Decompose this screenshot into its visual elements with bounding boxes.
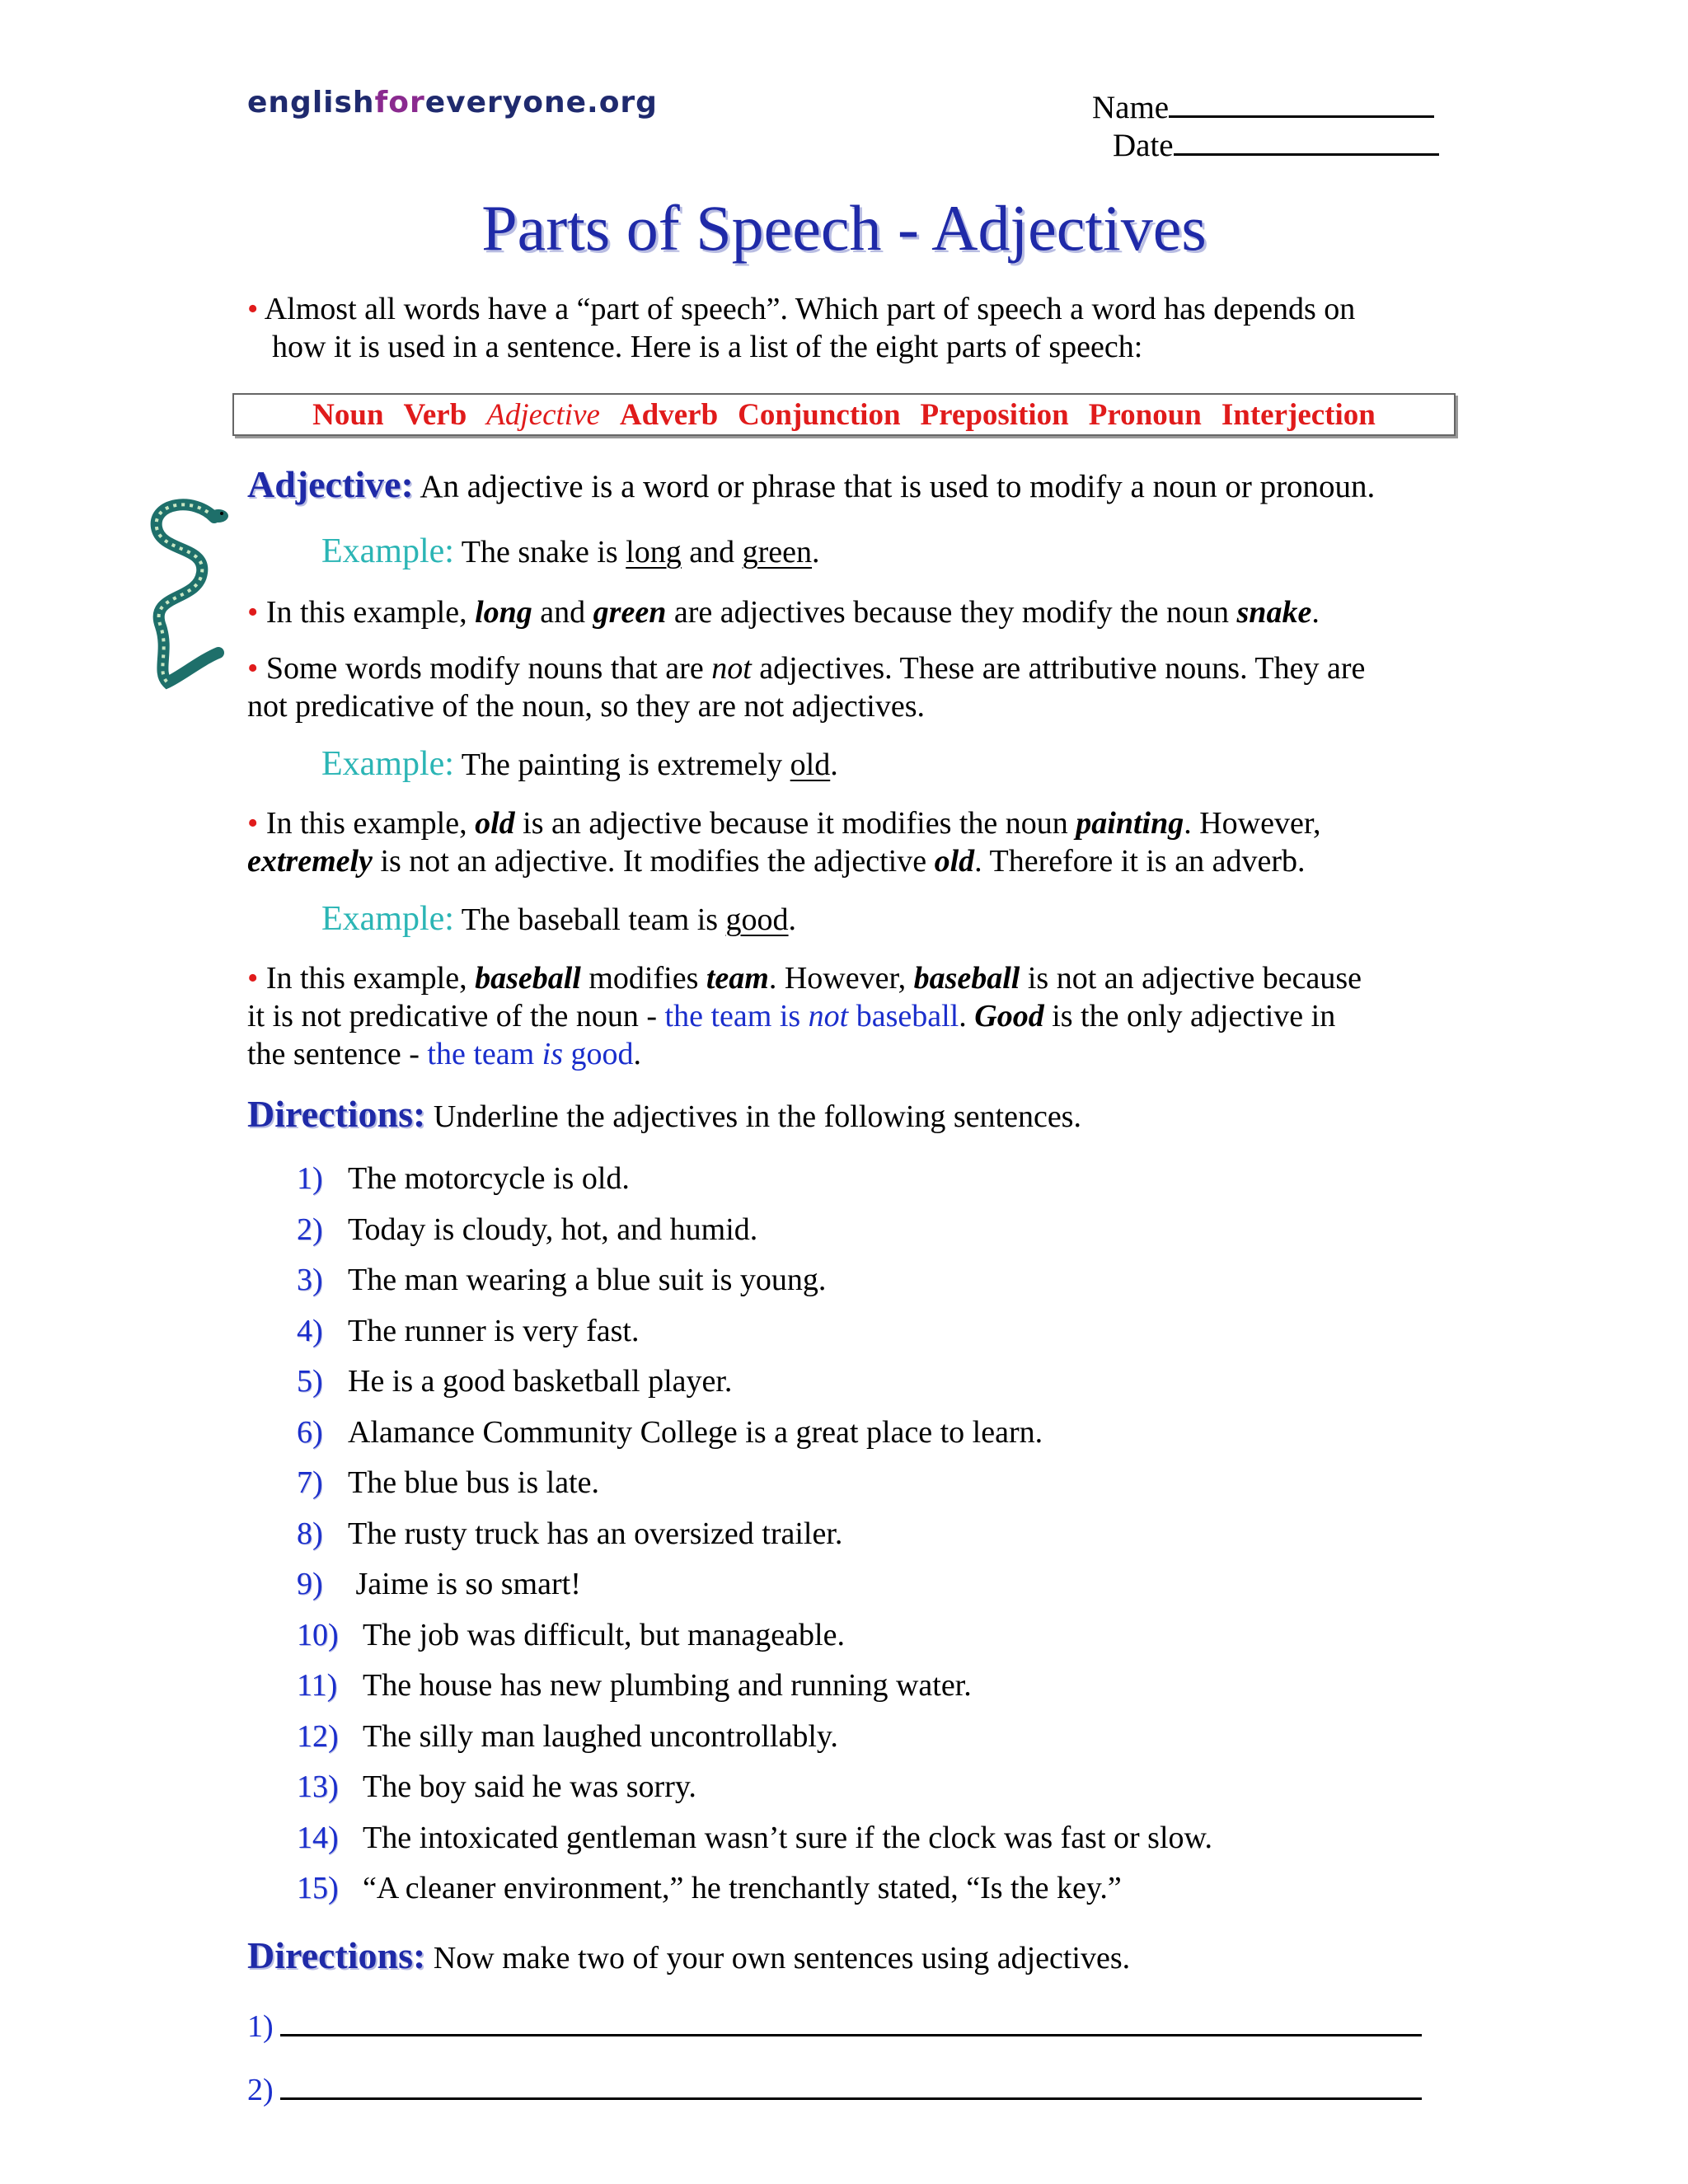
- example-text: .: [812, 535, 820, 569]
- pos-adjective: Adjective: [486, 398, 600, 432]
- text: .: [959, 999, 975, 1033]
- emphasis: snake: [1236, 595, 1312, 630]
- question-item[interactable]: [297, 1363, 732, 1399]
- date-field[interactable]: [1113, 124, 1439, 164]
- text: are adjectives because they modify the noun: [666, 595, 1237, 630]
- question-item[interactable]: [297, 1667, 972, 1704]
- text: . However,: [768, 961, 914, 996]
- underlined-word: old: [790, 748, 831, 782]
- question-number: 3): [297, 1263, 323, 1297]
- question-number: 1): [297, 1161, 323, 1196]
- question-text[interactable]: The boy said he was sorry.: [363, 1769, 696, 1804]
- blue-text: good: [563, 1037, 634, 1071]
- underlined-word: long: [626, 535, 682, 569]
- underlined-word: good: [725, 902, 789, 937]
- text: not predicative of the noun, so they are not adjectives.: [247, 689, 926, 724]
- text: modifies: [580, 961, 706, 996]
- emphasis: baseball: [475, 961, 581, 996]
- question-text[interactable]: Today is cloudy, hot, and humid.: [348, 1212, 758, 1247]
- question-number: 6): [297, 1415, 323, 1450]
- text: Some words modify nouns that are: [258, 651, 712, 686]
- site-logo: [247, 86, 658, 120]
- question-item[interactable]: [297, 1212, 757, 1248]
- explanation-1: [247, 593, 1451, 631]
- question-text[interactable]: The job was difficult, but manageable.: [363, 1618, 845, 1652]
- question-item[interactable]: [297, 1820, 1212, 1856]
- blue-text: the team: [427, 1037, 542, 1071]
- question-item[interactable]: [297, 1160, 630, 1197]
- emphasis: extremely: [247, 844, 373, 879]
- question-text[interactable]: The rusty truck has an oversized trailer.: [348, 1516, 843, 1551]
- question-text[interactable]: The blue bus is late.: [348, 1465, 599, 1500]
- text: is not an adjective because: [1020, 961, 1362, 996]
- site-logo-post: everyone.org: [424, 86, 658, 120]
- blue-emphasis: is: [542, 1037, 564, 1071]
- blue-emphasis: not: [808, 999, 849, 1033]
- site-logo-pre: english: [247, 86, 375, 120]
- bullet-icon: •: [247, 806, 259, 841]
- answer-blank[interactable]: [280, 2064, 1422, 2100]
- emphasis: Good: [974, 999, 1044, 1033]
- text: is an adjective because it modifies the noun: [514, 806, 1076, 841]
- example-text: .: [830, 748, 838, 782]
- question-item[interactable]: [297, 1617, 845, 1653]
- name-label: Name: [1092, 90, 1170, 125]
- text: . Therefore it is an adverb.: [974, 844, 1306, 879]
- question-number: 2): [297, 1212, 323, 1247]
- text: In this example,: [258, 961, 476, 996]
- text: it is not predicative of the noun -: [247, 999, 665, 1033]
- question-number: 14): [297, 1821, 339, 1855]
- example-text: and: [681, 535, 743, 569]
- question-item[interactable]: [297, 1769, 696, 1805]
- directions-label: Directions:: [247, 1934, 426, 1976]
- name-field[interactable]: [1092, 86, 1434, 126]
- question-item[interactable]: [297, 1465, 599, 1501]
- answer-line-2[interactable]: [247, 2064, 1451, 2109]
- underlined-word: green: [742, 535, 813, 569]
- blue-text: baseball: [848, 999, 959, 1033]
- question-number: 10): [297, 1618, 339, 1652]
- parts-of-speech-box: [232, 393, 1456, 436]
- text: is not an adjective. It modifies the adjective: [372, 844, 935, 879]
- emphasis: team: [706, 961, 769, 996]
- answer-blank[interactable]: [280, 2001, 1422, 2036]
- question-text[interactable]: The runner is very fast.: [348, 1314, 640, 1348]
- directions-underline: [247, 1095, 1451, 1136]
- intro-line-1: Almost all words have a “part of speech”. Which part of speech a word has depends on: [264, 292, 1356, 326]
- question-number: 12): [297, 1719, 339, 1754]
- pos-pronoun: Pronoun: [1088, 398, 1202, 432]
- pos-verb: Verb: [403, 398, 467, 432]
- question-number: 15): [297, 1871, 339, 1905]
- question-text[interactable]: He is a good basketball player.: [348, 1364, 733, 1399]
- emphasis: baseball: [913, 961, 1020, 996]
- site-logo-mid: for: [374, 86, 425, 120]
- text: the sentence -: [247, 1037, 428, 1071]
- example-3: [321, 900, 1525, 939]
- pos-preposition: Preposition: [920, 398, 1069, 432]
- emphasis: long: [475, 595, 532, 630]
- directions-text: Underline the adjectives in the following sentences.: [425, 1099, 1081, 1134]
- text: In this example,: [258, 595, 476, 630]
- answer-number: 1): [247, 2009, 274, 2044]
- example-1: [321, 532, 1525, 571]
- question-text[interactable]: The intoxicated gentleman wasn’t sure if the clock was fast or slow.: [363, 1821, 1212, 1855]
- answer-number: 2): [247, 2073, 274, 2107]
- example-text: The snake is: [453, 535, 626, 569]
- text: and: [532, 595, 593, 630]
- date-label: Date: [1113, 128, 1174, 163]
- emphasis: painting: [1076, 806, 1184, 841]
- question-text[interactable]: The house has new plumbing and running water.: [363, 1668, 972, 1703]
- example-text: The baseball team is: [453, 902, 726, 937]
- example-label: Example:: [321, 532, 454, 570]
- name-blank[interactable]: [1169, 86, 1434, 118]
- question-number: 11): [297, 1668, 338, 1703]
- question-text[interactable]: “A cleaner environment,” he trenchantly stated, “Is the key.”: [363, 1871, 1122, 1905]
- text: is the only adjective in: [1043, 999, 1336, 1033]
- bullet-icon: •: [247, 651, 259, 686]
- example-2: [321, 745, 1525, 784]
- answer-line-1[interactable]: [247, 2001, 1451, 2046]
- question-item[interactable]: [297, 1870, 1122, 1906]
- emphasis: not: [711, 651, 752, 686]
- blue-text: the team is: [664, 999, 809, 1033]
- adjective-definition: [247, 463, 1451, 506]
- page-title: Parts of Speech - Adjectives: [481, 192, 1207, 264]
- example-text: The painting is extremely: [453, 748, 790, 782]
- intro-paragraph: [247, 290, 1451, 366]
- directions-text: Now make two of your own sentences using adjectives.: [425, 1941, 1131, 1975]
- intro-line-2: how it is used in a sentence. Here is a list of the eight parts of speech:: [272, 330, 1143, 364]
- text: In this example,: [258, 806, 476, 841]
- question-text[interactable]: Alamance Community College is a great place to learn.: [348, 1415, 1043, 1450]
- question-number: 4): [297, 1314, 323, 1348]
- question-number: 9): [297, 1567, 323, 1601]
- explanation-4: [247, 959, 1451, 1073]
- text: adjectives. These are attributive nouns. They are: [751, 651, 1366, 686]
- question-text[interactable]: The silly man laughed uncontrollably.: [363, 1719, 838, 1754]
- pos-interjection: Interjection: [1221, 398, 1376, 432]
- question-number: 13): [297, 1769, 339, 1804]
- pos-adverb: Adverb: [619, 398, 719, 432]
- snake-illustration: [136, 494, 235, 692]
- directions-write: [247, 1934, 1451, 1977]
- question-item[interactable]: [297, 1516, 842, 1552]
- question-item[interactable]: [297, 1313, 640, 1349]
- definition-text: An adjective is a word or phrase that is used to modify a noun or pronoun.: [413, 469, 1376, 504]
- text: . However,: [1184, 806, 1321, 841]
- question-item[interactable]: [297, 1718, 838, 1755]
- question-text[interactable]: Jaime is so smart!: [348, 1567, 581, 1601]
- pos-conjunction: Conjunction: [738, 398, 901, 432]
- directions-label: Directions:: [247, 1093, 426, 1135]
- emphasis: green: [593, 595, 667, 630]
- emphasis: old: [934, 844, 975, 879]
- question-number: 7): [297, 1465, 323, 1500]
- bullet-icon: •: [247, 292, 259, 326]
- question-item[interactable]: [297, 1566, 581, 1602]
- date-blank[interactable]: [1174, 124, 1439, 156]
- question-text[interactable]: The motorcycle is old.: [348, 1161, 630, 1196]
- text: .: [633, 1037, 642, 1071]
- emphasis: old: [475, 806, 515, 841]
- example-label: Example:: [321, 900, 454, 938]
- question-text[interactable]: The man wearing a blue suit is young.: [348, 1263, 827, 1297]
- question-number: 5): [297, 1364, 323, 1399]
- example-label: Example:: [321, 745, 454, 783]
- example-text: .: [788, 902, 797, 937]
- pos-noun: Noun: [312, 398, 384, 432]
- definition-term: Adjective:: [247, 463, 414, 505]
- explanation-2: [247, 649, 1451, 725]
- bullet-icon: •: [247, 961, 259, 996]
- text: .: [1311, 595, 1320, 630]
- bullet-icon: •: [247, 595, 259, 630]
- question-item[interactable]: [297, 1414, 1043, 1451]
- explanation-3: [247, 804, 1451, 880]
- question-item[interactable]: [297, 1262, 826, 1298]
- question-number: 8): [297, 1516, 323, 1551]
